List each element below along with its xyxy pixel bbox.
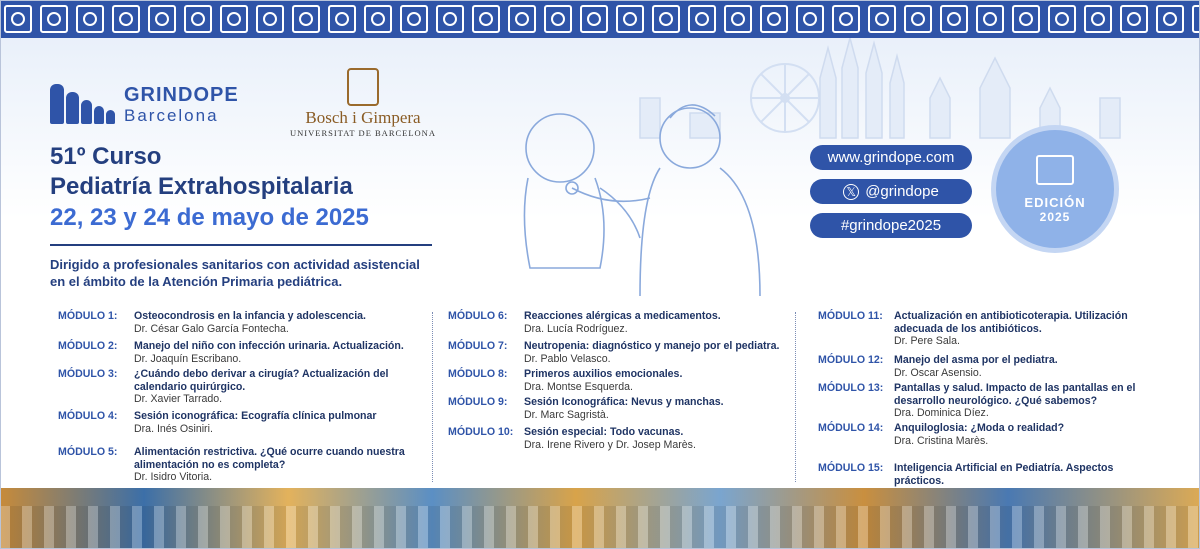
module-speaker: Dr. Pablo Velasco. — [524, 352, 611, 365]
tile-pattern — [0, 506, 1200, 549]
module-topic: Anquiloglosia: ¿Moda o realidad? — [894, 422, 1065, 434]
border-tile-icon — [940, 5, 968, 33]
hero-banner — [0, 38, 1200, 296]
border-tile-icon — [508, 5, 536, 33]
border-tile-icon — [796, 5, 824, 33]
course-title-line1: 51º Curso — [50, 143, 162, 170]
border-tile-icon — [688, 5, 716, 33]
module-speaker: Dra. Montse Esquerda. — [524, 380, 633, 393]
module-item — [448, 340, 788, 365]
module-speaker: Dra. Inés Osiniri. — [134, 422, 213, 435]
classroom-icon — [1036, 155, 1074, 185]
hashtag-link[interactable]: #grindope2025 — [810, 213, 972, 238]
module-item — [818, 382, 1158, 420]
module-item — [818, 354, 1158, 379]
university-logo — [283, 68, 443, 138]
course-dates: 22, 23 y 24 de mayo de 2025 — [50, 204, 369, 231]
module-code: MÓDULO 6: — [448, 310, 508, 322]
border-tile-icon — [1012, 5, 1040, 33]
module-speaker: Dr. Oscar Asensio. — [894, 366, 982, 379]
modules-section — [0, 296, 1200, 488]
column-divider — [795, 312, 797, 482]
module-code: MÓDULO 1: — [58, 310, 118, 322]
module-speaker: Dr. Isidro Vitoria. — [134, 471, 213, 483]
x-twitter-icon: 𝕏 — [843, 184, 859, 200]
module-topic: Alimentación restrictiva. ¿Qué ocurre cuando nuestra alimentación no es completa? — [134, 446, 405, 471]
border-tile-icon — [868, 5, 896, 33]
border-tile-icon — [832, 5, 860, 33]
module-item — [448, 426, 788, 451]
module-item — [58, 446, 418, 484]
intro-line-1: Dirigido a profesionales sanitarios con actividad asistencial — [50, 257, 420, 272]
org-name: GRINDOPE — [124, 84, 239, 106]
border-tile-icon — [148, 5, 176, 33]
border-tile-icon — [184, 5, 212, 33]
edition-year: 2025 — [1039, 209, 1071, 224]
border-tile-icon — [580, 5, 608, 33]
decorative-bottom-band — [0, 488, 1200, 549]
border-tile-icon — [760, 5, 788, 33]
module-topic: Primeros auxilios emocionales. — [524, 368, 683, 380]
module-topic: ¿Cuándo debo derivar a cirugía? Actualización del calendario quirúrgico. — [134, 368, 389, 393]
module-speaker: Dra. Lucía Rodríguez. — [524, 322, 628, 335]
module-topic: Sesión especial: Todo vacunas. — [524, 426, 684, 438]
course-intro — [50, 256, 420, 290]
module-code: MÓDULO 4: — [58, 410, 118, 422]
family-logo-icon — [50, 78, 116, 124]
org-city: Barcelona — [124, 106, 219, 125]
course-title-line2: Pediatría Extrahospitalaria — [50, 173, 353, 200]
module-item — [58, 310, 418, 335]
module-topic: Reacciones alérgicas a medicamentos. — [524, 310, 721, 322]
module-item — [58, 340, 418, 365]
border-tile-icon — [256, 5, 284, 33]
border-tile-icon — [1192, 5, 1200, 33]
module-code: MÓDULO 15: — [818, 462, 884, 474]
module-speaker: Dr. Pere Sala. — [894, 335, 960, 347]
module-topic: Actualización en antibioticoterapia. Utilización adecuada de los antibióticos. — [894, 310, 1128, 335]
university-subtitle: UNIVERSITAT DE BARCELONA — [290, 128, 436, 138]
border-tile-icon — [436, 5, 464, 33]
border-tile-icon — [1084, 5, 1112, 33]
border-tile-icon — [472, 5, 500, 33]
module-topic: Manejo del asma por el pediatra. — [894, 354, 1058, 366]
module-code: MÓDULO 2: — [58, 340, 118, 352]
twitter-handle: @grindope — [865, 183, 939, 200]
twitter-link[interactable] — [810, 179, 972, 204]
module-code: MÓDULO 5: — [58, 446, 118, 458]
border-tile-icon — [292, 5, 320, 33]
module-speaker: Dra. Cristina Marès. — [894, 434, 989, 447]
module-code: MÓDULO 13: — [818, 382, 884, 394]
module-code: MÓDULO 8: — [448, 368, 508, 380]
module-code: MÓDULO 12: — [818, 354, 884, 366]
module-speaker: Dr. Marc Sagristà. — [524, 408, 609, 421]
module-item — [448, 368, 788, 393]
title-divider — [50, 244, 432, 246]
border-tile-icon — [616, 5, 644, 33]
grindope-logo — [50, 78, 239, 124]
module-topic: Osteocondrosis en la infancia y adolescencia. — [134, 310, 366, 322]
module-topic: Manejo del niño con infección urinaria. Actualización. — [134, 340, 404, 352]
university-name: Bosch i Gimpera — [305, 108, 421, 127]
column-divider — [432, 312, 434, 482]
module-topic: Sesión Iconográfica: Nevus y manchas. — [524, 396, 724, 408]
module-topic: Pantallas y salud. Impacto de las pantallas en el desarrollo neurológico. ¿Qué sabemos? — [894, 382, 1136, 407]
border-tile-icon — [1048, 5, 1076, 33]
border-tile-icon — [400, 5, 428, 33]
decorative-top-border — [0, 0, 1200, 38]
module-speaker: Dr. Joaquín Escribano. — [134, 352, 242, 365]
module-topic: Neutropenia: diagnóstico y manejo por el pediatra. — [524, 340, 780, 352]
module-topic: Sesión iconográfica: Ecografía clínica pulmonar — [134, 410, 377, 422]
module-speaker: Dra. Irene Rivero y Dr. Josep Marès. — [524, 438, 696, 451]
border-tile-icon — [652, 5, 680, 33]
module-item — [448, 310, 788, 335]
university-seal-icon — [347, 68, 379, 106]
border-tile-icon — [976, 5, 1004, 33]
module-speaker: Dr. César Galo García Fontecha. — [134, 322, 289, 335]
module-code: MÓDULO 10: — [448, 426, 514, 438]
module-item — [818, 422, 1158, 447]
module-item — [818, 310, 1158, 348]
module-code: MÓDULO 7: — [448, 340, 508, 352]
border-tile-icon — [544, 5, 572, 33]
border-tile-icon — [4, 5, 32, 33]
border-tile-icon — [76, 5, 104, 33]
border-tile-icon — [1120, 5, 1148, 33]
module-item — [58, 410, 418, 435]
border-tile-icon — [40, 5, 68, 33]
border-tile-icon — [724, 5, 752, 33]
module-code: MÓDULO 11: — [818, 310, 883, 322]
module-item — [448, 396, 788, 421]
module-speaker: Dra. Dominica Díez. — [894, 407, 989, 419]
website-link[interactable]: www.grindope.com — [810, 145, 972, 170]
module-code: MÓDULO 3: — [58, 368, 118, 380]
border-tile-icon — [112, 5, 140, 33]
border-tile-icon — [364, 5, 392, 33]
edition-label: EDICIÓN — [1024, 194, 1086, 210]
border-tile-icon — [328, 5, 356, 33]
module-speaker: Dr. Xavier Tarrado. — [134, 393, 223, 405]
edition-badge — [996, 130, 1114, 248]
module-code: MÓDULO 9: — [448, 396, 508, 408]
intro-line-2: en el ámbito de la Atención Primaria pediátrica. — [50, 274, 343, 289]
module-item — [58, 368, 418, 406]
border-tile-icon — [220, 5, 248, 33]
border-tile-icon — [904, 5, 932, 33]
module-topic: Inteligencia Artificial en Pediatría. Aspectos prácticos. — [894, 462, 1114, 487]
border-tile-icon — [1156, 5, 1184, 33]
module-code: MÓDULO 14: — [818, 422, 884, 434]
